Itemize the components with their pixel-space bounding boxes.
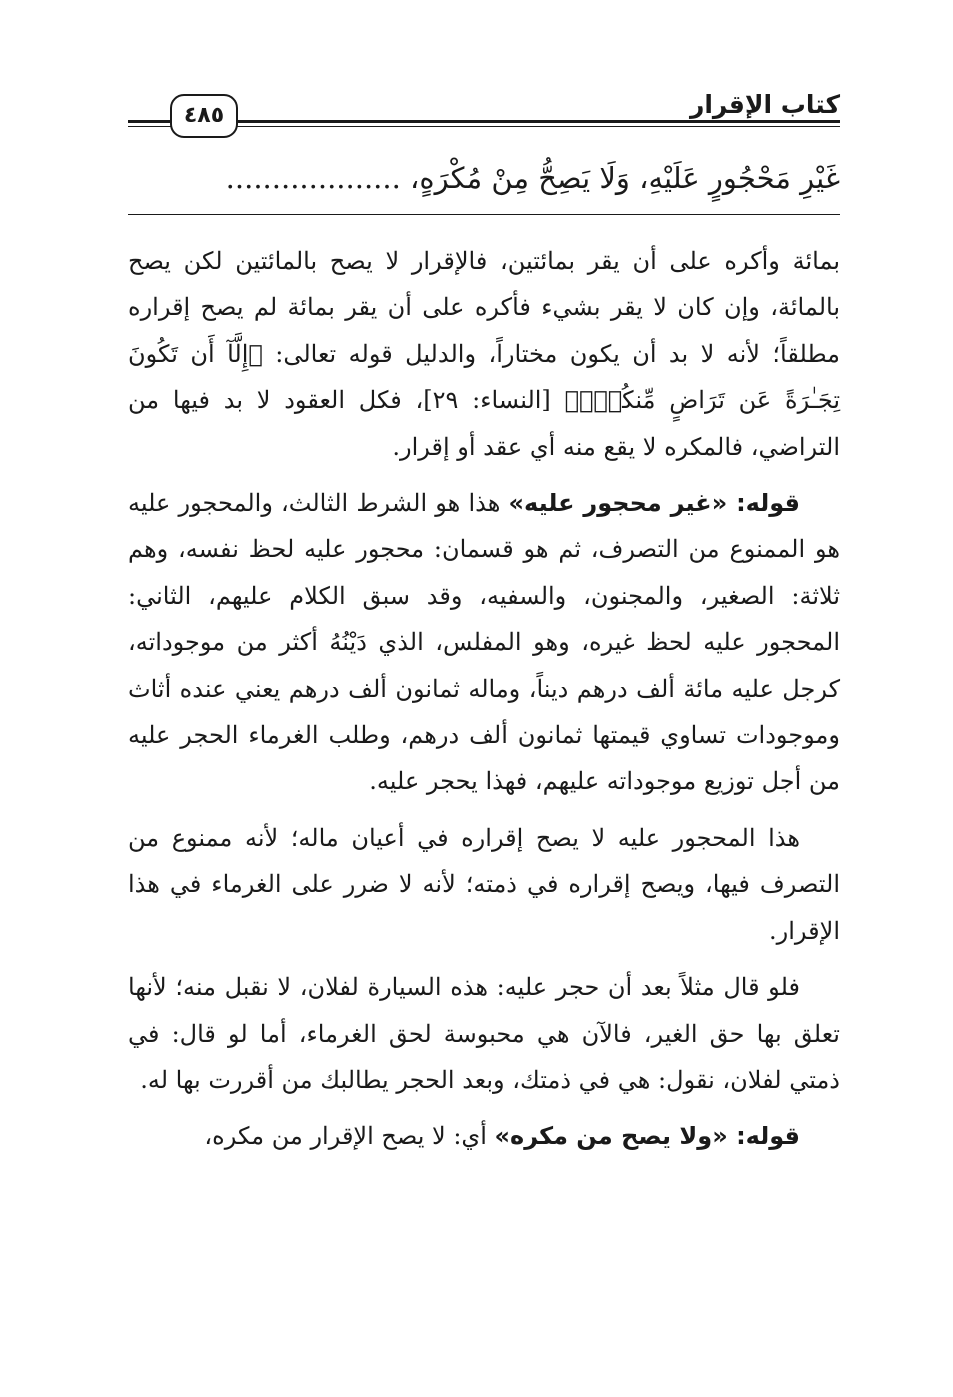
- paragraph-5-lead: قوله:: [736, 1122, 800, 1151]
- paragraph-1-text-b: فكل العقود لا بد فيها من التراضي، فالمكره لا يقع منه أي عقد أو إقرار.: [128, 386, 840, 461]
- matn-text: غَيْرِ مَحْجُورٍ عَلَيْهِ، وَلَا يَصِحُّ مِنْ مُكْرَهٍ،: [410, 161, 840, 195]
- paragraph-4: فلو قال مثلاً بعد أن حجر عليه: هذه السيارة لفلان، لا نقبل منه؛ لأنها تعلق بها حق الغير، فالآن هي محبوسة لحق الغرماء، أما لو قال: في ذمتي لفلان، نقول: هي في ذمتك، وبعد الحجر يطالبك من أقررت بها له.: [128, 973, 840, 1094]
- paragraph-5: [128, 1113, 840, 1159]
- matn-line: [128, 150, 840, 206]
- paragraph-5-quote: «ولا يصح من مكره»: [494, 1122, 737, 1151]
- page-number: ٤٨٥: [170, 94, 238, 138]
- paragraph-1: [128, 238, 840, 470]
- quran-verse: ﴿إِلَّآ أَن تَكُونَ تِجَـٰرَةً عَن تَرَاضٍ مِّنكُمْۚ﴾: [128, 339, 841, 415]
- paragraph-2-lead: قوله:: [736, 489, 800, 518]
- matn-dots: ...................: [225, 161, 401, 195]
- paragraph-2-text: هذا هو الشرط الثالث، والمحجور عليه هو الممنوع من التصرف، ثم هو قسمان: محجور عليه لحظ نفسه، وهم ثلاثة: الصغير، والمجنون، والسفيه، وقد سبق الكلام عليهم، الثاني: المحجور عليه لحظ غيره، وهو المفلس، الذي دَيْنُهُ أكثر من موجوداته، كرجل عليه مائة ألف درهم ديناً، وماله ثمانون ألف درهم يعني عنده أثاث وموجودات تساوي قيمتها ثمانون ألف درهم، وطلب الغرماء الحجر عليه من أجل توزيع موجوداته عليهم، فهذا يحجر عليه.: [128, 489, 840, 796]
- paragraph-2: [128, 480, 840, 805]
- running-title: كتاب الإقرار: [689, 90, 840, 119]
- matn-separator: [128, 214, 840, 215]
- paragraph-5-text: أي: لا يصح الإقرار من مكره،: [204, 1122, 495, 1151]
- commentary: [128, 238, 840, 1170]
- running-header: [128, 90, 840, 146]
- paragraph-2-quote: «غير محجور عليه»: [508, 489, 737, 518]
- paragraph-1-text-a: بمائة وأكره على أن يقر بمائتين، فالإقرار لا يصح بالمائتين لكن يصح بالمائة، وإن كان لا يقر بشيء فأكره على أن يقر بمائة لم يصح إقراره مطلقاً؛ لأنه لا بد أن يكون مختاراً، والدليل قوله تعالى:: [128, 247, 840, 368]
- quran-reference: [النساء: ٢٩]،: [415, 386, 565, 415]
- paragraph-3: هذا المحجور عليه لا يصح إقراره في أعيان ماله؛ لأنه ممنوع من التصرف فيها، ويصح إقراره في ذمته؛ لأنه لا ضرر على الغرماء في هذا الإقرار.: [128, 823, 840, 945]
